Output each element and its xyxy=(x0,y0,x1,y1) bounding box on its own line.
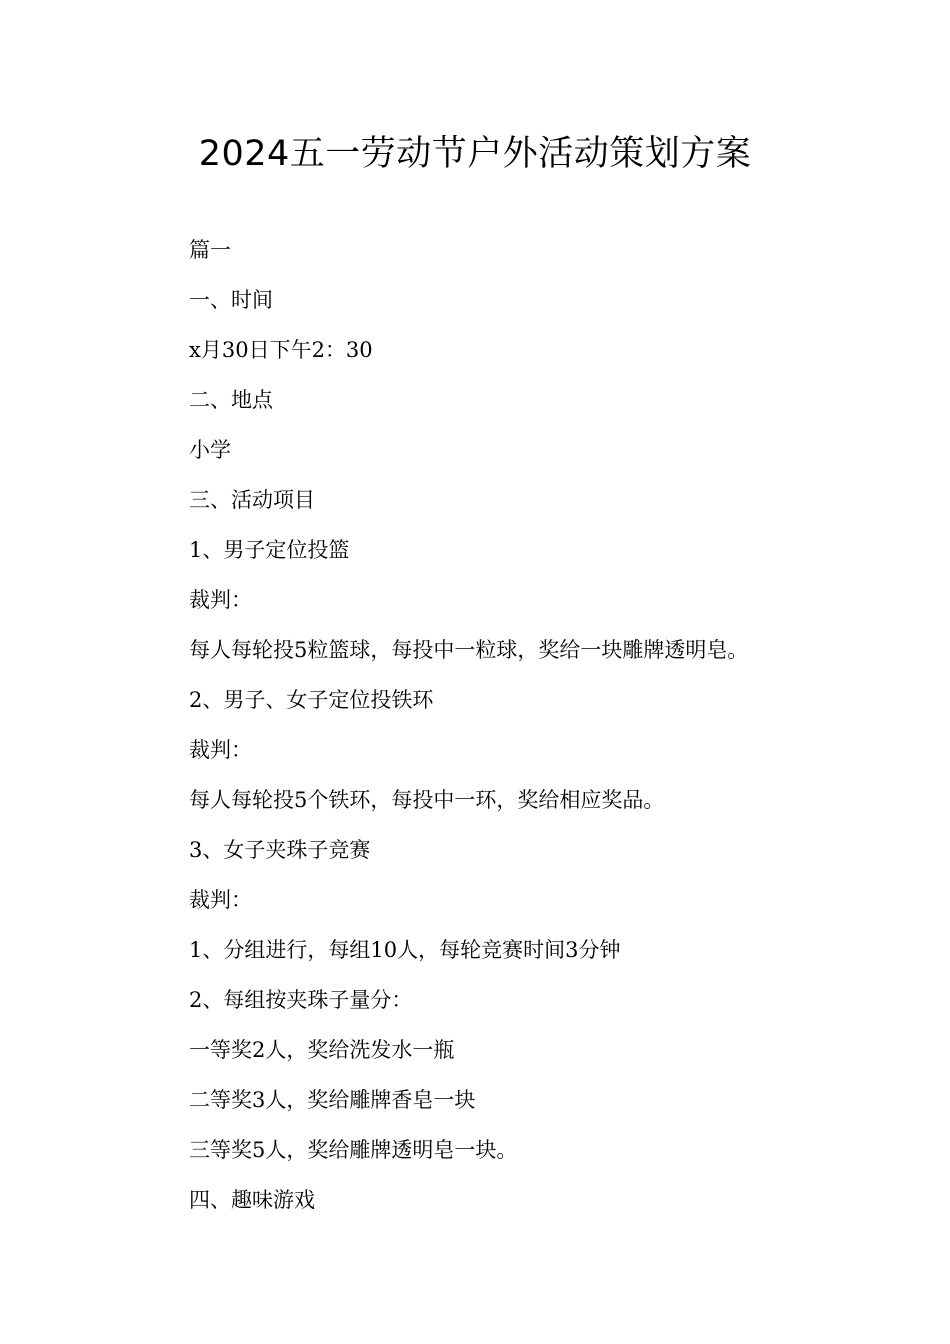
label-referee: 裁判： xyxy=(189,738,252,762)
document-title: 2024五一劳动节户外活动策划方案 xyxy=(198,134,752,174)
text-time-value: x月30日下午2：30 xyxy=(189,338,373,362)
section-label-part-one: 篇一 xyxy=(189,238,231,262)
label-referee: 裁判： xyxy=(189,888,252,912)
text-bead-rule-1: 1、分组进行，每组10人，每轮竞赛时间3分钟 xyxy=(189,938,621,962)
text-ring-toss-rule: 每人每轮投5个铁环，每投中一环，奖给相应奖品。 xyxy=(189,788,665,812)
text-third-prize: 三等奖5人，奖给雕牌透明皂一块。 xyxy=(189,1138,518,1162)
item-bead-picking: 3、女子夹珠子竞赛 xyxy=(189,838,371,862)
document-body xyxy=(189,230,869,1230)
heading-fun-games: 四、趣味游戏 xyxy=(189,1188,315,1212)
text-basketball-rule: 每人每轮投5粒篮球，每投中一粒球，奖给一块雕牌透明皂。 xyxy=(189,638,749,662)
item-ring-toss: 2、男子、女子定位投铁环 xyxy=(189,688,434,712)
text-bead-rule-2: 2、每组按夹珠子量分： xyxy=(189,988,413,1012)
heading-location: 二、地点 xyxy=(189,388,273,412)
heading-time: 一、时间 xyxy=(189,288,273,312)
label-referee: 裁判： xyxy=(189,588,252,612)
item-basketball: 1、男子定位投篮 xyxy=(189,538,350,562)
text-first-prize: 一等奖2人，奖给洗发水一瓶 xyxy=(189,1038,455,1062)
text-location-value: 小学 xyxy=(189,438,231,462)
heading-activities: 三、活动项目 xyxy=(189,488,315,512)
text-second-prize: 二等奖3人，奖给雕牌香皂一块 xyxy=(189,1088,476,1112)
